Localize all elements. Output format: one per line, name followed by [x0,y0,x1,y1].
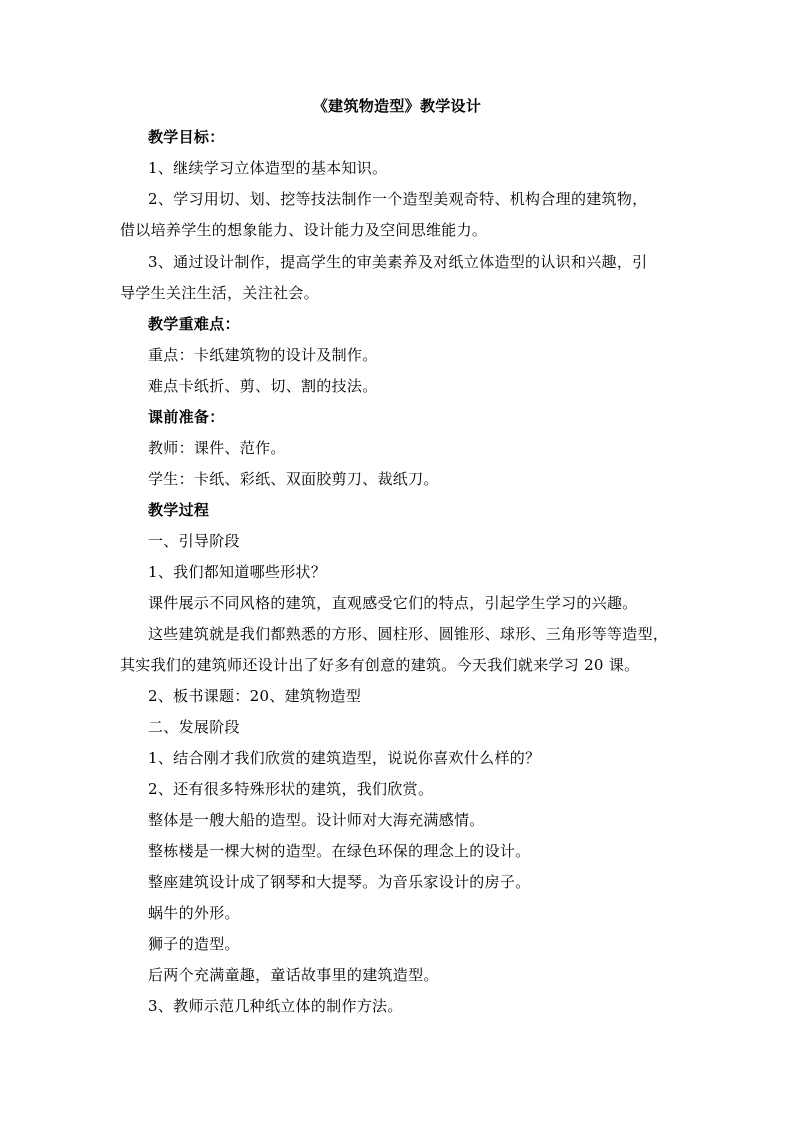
paragraph-line: 3、教师示范几种纸立体的制作方法。 [148,997,403,1015]
paragraph-line: 借以培养学生的想象能力、设计能力及空间思维能力。 [120,221,488,239]
paragraph-line: 学生：卡纸、彩纸、双面胶剪刀、裁纸刀。 [148,470,439,488]
section-heading: 二、发展阶段 [148,718,240,736]
paragraph-line: 整座建筑设计成了钢琴和大提琴。为音乐家设计的房子。 [148,873,531,891]
paragraph-line: 整体是一艘大船的造型。设计师对大海充满感情。 [148,811,485,829]
paragraph-line: 课件展示不同风格的建筑，直观感受它们的特点，引起学生学习的兴趣。 [148,594,638,612]
paragraph-line: 导学生关注生活，关注社会。 [120,284,319,302]
heading-key-points: 教学重难点： [148,315,240,333]
paragraph-line: 重点：卡纸建筑物的设计及制作。 [148,346,378,364]
section-heading: 一、引导阶段 [148,532,240,550]
paragraph-line: 2、还有很多特殊形状的建筑，我们欣赏。 [148,780,434,798]
paragraph-line: 狮子的造型。 [148,935,240,953]
paragraph-line: 整栋楼是一棵大树的造型。在绿色环保的理念上的设计。 [148,842,531,860]
paragraph-line: 2、板书课题：20、建筑物造型 [148,687,362,705]
heading-teaching-process: 教学过程 [148,501,210,519]
paragraph-line: 3、通过设计制作，提高学生的审美素养及对纸立体造型的认识和兴趣，引 [148,253,648,271]
heading-preparation: 课前准备： [148,408,225,426]
paragraph-line: 后两个充满童趣，童话故事里的建筑造型。 [148,966,439,984]
paragraph-line: 难点卡纸折、剪、切、割的技法。 [148,377,378,395]
paragraph-line: 1、结合刚才我们欣赏的建筑造型，说说你喜欢什么样的？ [148,749,541,767]
document-title: 《建筑物造型》教学设计 [312,97,482,115]
paragraph-line: 1、我们都知道哪些形状？ [148,563,327,581]
paragraph-line: 教师：课件、范作。 [148,439,286,457]
paragraph-line: 其实我们的建筑师还设计出了好多有创意的建筑。今天我们就来学习 20 课。 [120,656,640,674]
paragraph-line: 1、继续学习立体造型的基本知识。 [148,159,388,177]
paragraph-line: 2、学习用切、划、挖等技法制作一个造型美观奇特、机构合理的建筑物， [148,190,648,208]
heading-teaching-goals: 教学目标： [148,128,225,146]
paragraph-line: 这些建筑就是我们都熟悉的方形、圆柱形、圆锥形、球形、三角形等等造型， [148,625,669,643]
paragraph-line: 蜗牛的外形。 [148,904,240,922]
